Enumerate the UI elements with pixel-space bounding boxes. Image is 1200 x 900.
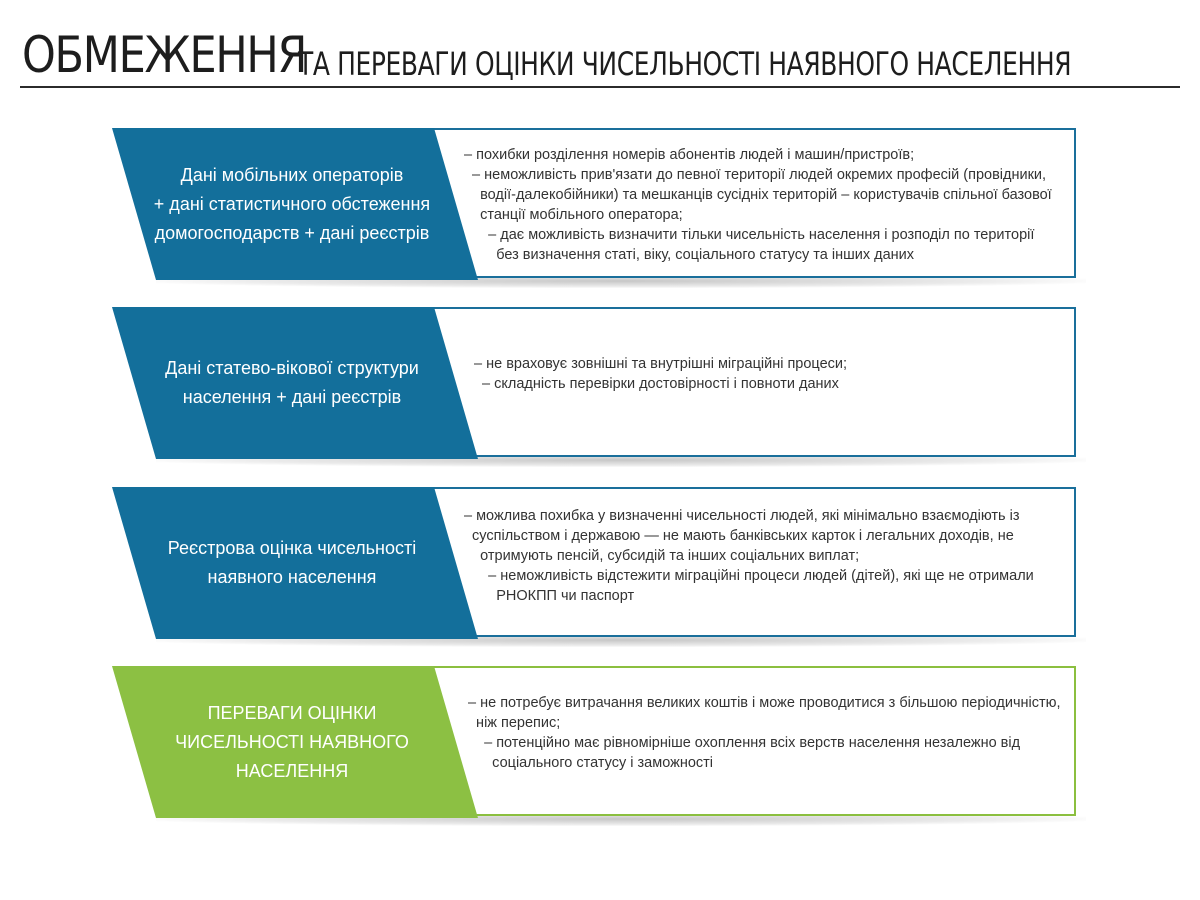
block-label [142, 666, 442, 818]
list-item: – дає можливість визначити тільки чисельність населення і розподіл по території [464, 227, 1035, 243]
advantages-block [112, 666, 1092, 828]
list-item: – потенційно має рівномірніше охоплення всіх верств населення незалежно від [468, 735, 1021, 751]
limitation-list [464, 481, 1076, 631]
list-item: отримують пенсій, субсидій та інших соціальних виплат; [464, 548, 860, 564]
block-label-line: домогосподарств + дані реєстрів [154, 222, 430, 243]
block-label-line: населення + дані реєстрів [182, 387, 402, 407]
block-label-line: ЧИСЕЛЬНОСТІ НАЯВНОГО [175, 731, 409, 752]
list-item: – складність перевірки достовірності і повноти даних [474, 376, 839, 392]
block-label-line: НАСЕЛЕННЯ [235, 760, 349, 781]
list-item: – неможливість прив'язати до певної території людей окремих професій (провідники, [464, 167, 1047, 183]
block-label-line: ПЕРЕВАГИ ОЦІНКИ [207, 702, 377, 723]
list-item: – не враховує зовнішні та внутрішні міграційні процеси; [474, 356, 848, 372]
list-item: ніж перепис; [468, 715, 561, 731]
block-label [142, 307, 442, 459]
list-item: – неможливість відстежити міграційні процеси людей (дітей), які ще не отримали [464, 568, 1034, 584]
list-item: соціального статусу і заможності [468, 755, 713, 771]
list-item: суспільством і державою — не мають банківських карток і легальних доходів, не [464, 528, 1014, 544]
block-label-line: Дані мобільних операторів [180, 164, 404, 185]
limitation-block-mobile-operators [112, 128, 1092, 290]
limitation-list [464, 130, 1076, 280]
block-label-line: Дані статево-вікової структури [165, 358, 419, 378]
page-title [22, 26, 1182, 84]
list-item: РНОКПП чи паспорт [464, 588, 635, 604]
list-item: станції мобільного оператора; [464, 207, 683, 223]
list-item: водії-далекобійники) та мешканців сусідніх територій – користувачів спільної базової [464, 187, 1052, 203]
list-item: – можлива похибка у визначенні чисельності людей, які мінімально взаємодіють із [464, 508, 1020, 524]
block-label-line: Реєстрова оцінка чисельності [167, 538, 417, 558]
block-label-line: + дані статистичного обстеження [153, 193, 431, 214]
page-title-sub: ТА ПЕРЕВАГИ ОЦІНКИ ЧИСЕЛЬНОСТІ НАЯВНОГО НАСЕЛЕННЯ [298, 45, 1072, 83]
advantages-list [468, 658, 1080, 808]
limitation-block-register-estimate [112, 487, 1092, 649]
block-label [142, 487, 442, 639]
title-underline [20, 86, 1180, 88]
list-item: без визначення статі, віку, соціального статусу та інших даних [464, 247, 914, 263]
limitation-block-age-sex-structure [112, 307, 1092, 469]
list-item: – похибки розділення номерів абонентів людей і машин/пристроїв; [464, 147, 915, 163]
block-label-line: наявного населення [207, 567, 377, 587]
page-title-main: ОБМЕЖЕННЯ [22, 26, 307, 84]
list-item: – не потребує витрачання великих коштів і може проводитися з більшою періодичністю, [468, 695, 1061, 711]
block-label [142, 128, 442, 280]
limitation-list [474, 299, 1086, 449]
